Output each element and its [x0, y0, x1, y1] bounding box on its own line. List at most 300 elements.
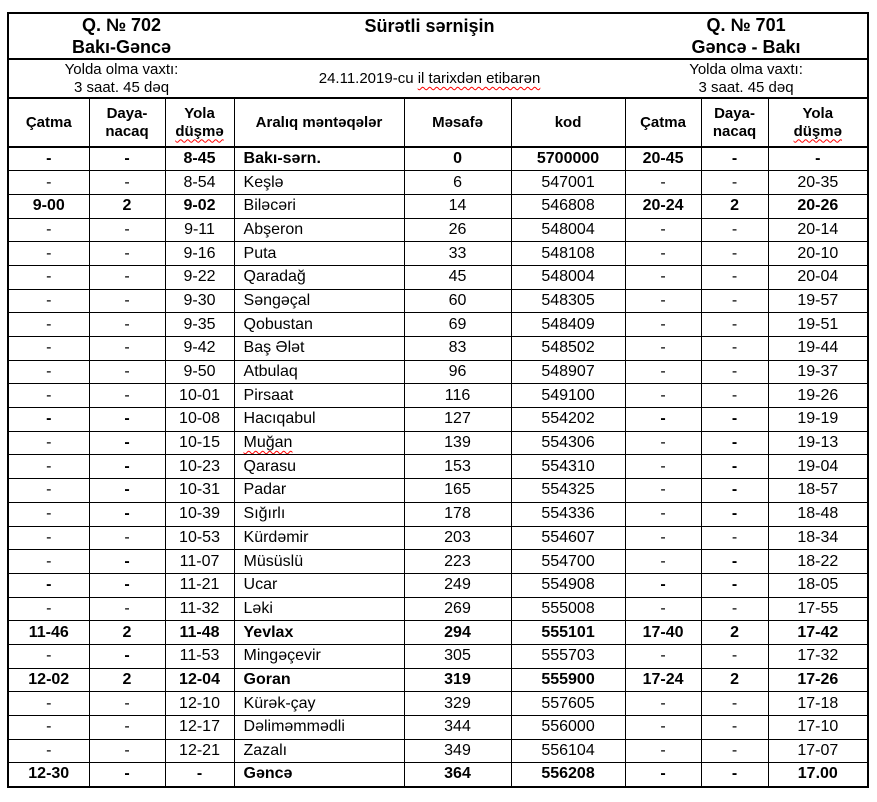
cell-station [234, 763, 404, 787]
cell-yoladusme-702-value: 11-07 [179, 552, 220, 570]
cell-station [234, 597, 404, 621]
cell-distance-value: 60 [448, 291, 467, 309]
cell-station [234, 289, 404, 313]
table-row [8, 597, 868, 621]
cell-dayanacaq-702-value: - [124, 315, 130, 333]
table-row [8, 431, 868, 455]
cell-catma-702-value: 11-46 [28, 623, 69, 641]
cell-code-value: 548409 [541, 315, 595, 333]
cell-catma-701-value: - [660, 386, 666, 404]
cell-catma-701 [625, 692, 701, 716]
cell-station-value: Keşlə [243, 173, 284, 191]
col-header-yoladusme-701-line2: düşmə [793, 122, 842, 140]
cell-catma-702 [8, 692, 89, 716]
cell-dayanacaq-701-value: - [731, 291, 738, 309]
cell-distance-value: 45 [448, 268, 467, 286]
cell-station-value: Kürdəmir [243, 528, 309, 546]
cell-catma-702 [8, 384, 89, 408]
cell-yoladusme-702 [165, 289, 234, 313]
cell-station [234, 644, 404, 668]
cell-distance [404, 763, 511, 787]
cell-distance [404, 668, 511, 692]
col-header-dayanacaq-701-line1: Daya- [714, 104, 755, 122]
travel-time-701-label: Yolda olma vaxtı: [689, 60, 803, 78]
cell-yoladusme-702 [165, 526, 234, 550]
cell-yoladusme-702-value: 9-35 [183, 315, 216, 333]
cell-yoladusme-701-value: 20-04 [797, 268, 839, 286]
cell-station-value: Muğan [243, 434, 293, 452]
cell-dayanacaq-701-value: - [731, 150, 738, 168]
cell-distance-value: 349 [444, 742, 471, 760]
cell-yoladusme-702 [165, 573, 234, 597]
cell-yoladusme-701-value: 17-07 [797, 742, 839, 760]
cell-dayanacaq-701 [701, 763, 768, 787]
cell-catma-702-value: - [46, 576, 52, 594]
cell-dayanacaq-702 [89, 218, 165, 242]
cell-catma-701 [625, 384, 701, 408]
col-header-catma-702 [8, 98, 89, 147]
cell-yoladusme-701-value: 17-10 [797, 718, 839, 736]
cell-distance-value: 364 [444, 765, 471, 783]
cell-dayanacaq-702 [89, 692, 165, 716]
travel-time-701-value: 3 saat. 45 dəq [698, 78, 794, 96]
cell-distance [404, 692, 511, 716]
cell-code [511, 550, 625, 574]
cell-code-value: 548004 [541, 220, 595, 238]
cell-yoladusme-702-value: 9-16 [183, 244, 216, 262]
cell-dayanacaq-702 [89, 644, 165, 668]
cell-yoladusme-702 [165, 218, 234, 242]
cell-station [234, 621, 404, 645]
cell-yoladusme-701 [768, 431, 868, 455]
cell-code [511, 313, 625, 337]
cell-dayanacaq-701 [701, 597, 768, 621]
cell-dayanacaq-702 [89, 573, 165, 597]
cell-dayanacaq-702 [89, 716, 165, 740]
route-701-name: Gəncə - Bakı [691, 37, 801, 57]
cell-yoladusme-702 [165, 384, 234, 408]
cell-dayanacaq-702 [89, 408, 165, 432]
cell-yoladusme-702-value: 9-42 [183, 339, 216, 357]
cell-catma-702-value: 12-02 [28, 670, 70, 688]
cell-catma-702-value: - [46, 244, 52, 262]
cell-dayanacaq-701 [701, 147, 768, 171]
cell-dayanacaq-701 [701, 621, 768, 645]
cell-catma-701-value: - [660, 599, 666, 617]
cell-dayanacaq-702-value: 2 [122, 670, 132, 688]
cell-catma-701-value: 20-45 [642, 150, 684, 168]
cell-code-value: 548305 [541, 291, 595, 309]
cell-yoladusme-702 [165, 360, 234, 384]
cell-distance-value: 83 [448, 339, 467, 357]
cell-catma-701-value: - [660, 220, 666, 238]
cell-yoladusme-701-value: 19-19 [797, 410, 839, 428]
cell-code [511, 171, 625, 195]
cell-station [234, 739, 404, 763]
cell-catma-701-value: - [660, 339, 666, 357]
cell-yoladusme-701 [768, 621, 868, 645]
cell-dayanacaq-702-value: - [124, 220, 130, 238]
cell-dayanacaq-702 [89, 194, 165, 218]
table-row [8, 242, 868, 266]
cell-catma-701-value: - [660, 505, 666, 523]
table-row [8, 716, 868, 740]
cell-distance [404, 265, 511, 289]
cell-station [234, 526, 404, 550]
cell-station-value: Baş Ələt [243, 339, 305, 357]
cell-yoladusme-701-value: 20-14 [797, 220, 839, 238]
cell-catma-701-value: - [660, 552, 666, 570]
cell-dayanacaq-702-value: 2 [122, 623, 132, 641]
cell-dayanacaq-702 [89, 360, 165, 384]
cell-station [234, 384, 404, 408]
cell-catma-702 [8, 289, 89, 313]
cell-station-value: Qobustan [243, 315, 313, 333]
cell-dayanacaq-701-value: - [731, 694, 738, 712]
cell-distance-value: 178 [444, 505, 471, 523]
cell-distance-value: 139 [444, 434, 471, 452]
cell-yoladusme-702 [165, 337, 234, 361]
travel-time-702 [8, 59, 234, 98]
cell-dayanacaq-702-value: - [124, 694, 130, 712]
cell-code-value: 557605 [541, 694, 595, 712]
cell-catma-702 [8, 739, 89, 763]
cell-station-value: Puta [243, 244, 277, 262]
cell-yoladusme-701 [768, 171, 868, 195]
cell-dayanacaq-702-value: - [124, 552, 130, 570]
cell-catma-702-value: - [46, 410, 52, 428]
cell-catma-701-value: 20-24 [642, 197, 684, 215]
cell-yoladusme-702 [165, 455, 234, 479]
cell-dayanacaq-702-value: - [124, 291, 130, 309]
cell-dayanacaq-701 [701, 692, 768, 716]
effective-date-prefix: 24.11.2019-cu [318, 70, 418, 87]
table-row [8, 147, 868, 171]
cell-station-value: Bakı-sərn. [243, 150, 321, 168]
cell-yoladusme-701 [768, 313, 868, 337]
cell-code [511, 644, 625, 668]
cell-station [234, 716, 404, 740]
cell-catma-702 [8, 360, 89, 384]
cell-distance-value: 269 [444, 599, 471, 617]
cell-dayanacaq-701 [701, 455, 768, 479]
cell-code [511, 716, 625, 740]
cell-yoladusme-701 [768, 384, 868, 408]
cell-distance [404, 313, 511, 337]
cell-station-value: Hacıqabul [243, 410, 316, 428]
cell-yoladusme-702 [165, 313, 234, 337]
col-header-dayanacaq-702 [89, 98, 165, 147]
cell-distance [404, 384, 511, 408]
cell-yoladusme-701-value: 20-35 [797, 173, 839, 191]
cell-catma-702 [8, 550, 89, 574]
cell-yoladusme-701 [768, 242, 868, 266]
cell-yoladusme-701 [768, 668, 868, 692]
cell-dayanacaq-702 [89, 265, 165, 289]
cell-catma-702 [8, 763, 89, 787]
cell-yoladusme-702 [165, 194, 234, 218]
cell-code [511, 265, 625, 289]
cell-yoladusme-701 [768, 194, 868, 218]
cell-distance [404, 644, 511, 668]
cell-distance-value: 305 [444, 647, 471, 665]
cell-yoladusme-702-value: 10-53 [179, 528, 220, 546]
cell-catma-701-value: - [660, 647, 666, 665]
cell-station-value: Səngəçal [243, 291, 311, 309]
cell-catma-702 [8, 218, 89, 242]
cell-dayanacaq-701 [701, 739, 768, 763]
cell-station [234, 502, 404, 526]
cell-yoladusme-702 [165, 502, 234, 526]
cell-dayanacaq-702-value: - [124, 386, 130, 404]
cell-catma-702 [8, 573, 89, 597]
cell-distance-value: 26 [448, 220, 467, 238]
col-header-station [234, 98, 404, 147]
cell-code [511, 668, 625, 692]
document-title-cell [234, 13, 625, 59]
col-header-dayanacaq-701 [701, 98, 768, 147]
cell-catma-702 [8, 431, 89, 455]
cell-yoladusme-701-value: 17-18 [797, 694, 839, 712]
cell-catma-702 [8, 716, 89, 740]
cell-catma-702-value: - [46, 268, 52, 286]
cell-station [234, 194, 404, 218]
cell-distance [404, 597, 511, 621]
table-row [8, 360, 868, 384]
cell-yoladusme-701 [768, 692, 868, 716]
cell-distance [404, 337, 511, 361]
cell-dayanacaq-702-value: - [124, 434, 130, 452]
cell-dayanacaq-701-value: - [731, 718, 738, 736]
cell-catma-701 [625, 147, 701, 171]
cell-dayanacaq-702 [89, 550, 165, 574]
cell-catma-701 [625, 455, 701, 479]
cell-station-value: Ucar [243, 576, 278, 594]
cell-station-value: Qarasu [243, 457, 296, 475]
col-header-yoladusme-701 [768, 98, 868, 147]
cell-catma-702-value: - [46, 220, 52, 238]
cell-catma-701-value: - [660, 718, 666, 736]
cell-station [234, 455, 404, 479]
cell-code-value: 548004 [541, 268, 595, 286]
col-header-station-line1: Aralıq məntəqələr [255, 113, 383, 131]
cell-catma-702 [8, 313, 89, 337]
cell-catma-701-value: 17-40 [642, 623, 684, 641]
cell-dayanacaq-702-value: - [124, 244, 130, 262]
cell-catma-701 [625, 763, 701, 787]
col-header-dayanacaq-702-line1: Daya- [106, 104, 148, 122]
cell-catma-702-value: - [46, 481, 52, 499]
cell-distance-value: 33 [448, 244, 467, 262]
cell-distance [404, 218, 511, 242]
cell-dayanacaq-702-value: 2 [122, 197, 132, 215]
cell-catma-702 [8, 644, 89, 668]
col-header-code [511, 98, 625, 147]
cell-yoladusme-701 [768, 763, 868, 787]
cell-yoladusme-702-value: 9-02 [183, 197, 216, 215]
page-title: Sürətli sərnişin [364, 16, 495, 36]
cell-catma-701 [625, 360, 701, 384]
cell-code-value: 548108 [541, 244, 595, 262]
cell-catma-701 [625, 621, 701, 645]
table-row [8, 668, 868, 692]
cell-yoladusme-702 [165, 621, 234, 645]
cell-dayanacaq-702-value: - [124, 339, 130, 357]
cell-dayanacaq-702-value: - [124, 647, 130, 665]
cell-catma-702-value: 12-30 [28, 765, 70, 783]
cell-dayanacaq-702 [89, 171, 165, 195]
cell-yoladusme-701 [768, 526, 868, 550]
cell-code [511, 597, 625, 621]
cell-catma-702 [8, 242, 89, 266]
col-header-dayanacaq-701-line2: nacaq [712, 122, 757, 140]
cell-yoladusme-702 [165, 692, 234, 716]
cell-yoladusme-701-value: 19-26 [797, 386, 839, 404]
cell-dayanacaq-701-value: - [731, 505, 738, 523]
cell-dayanacaq-702 [89, 242, 165, 266]
cell-yoladusme-701 [768, 550, 868, 574]
cell-yoladusme-702-value: 12-21 [179, 742, 220, 760]
cell-catma-701-value: - [660, 268, 666, 286]
cell-distance-value: 223 [444, 552, 471, 570]
col-header-yoladusme-702-line1: Yola [184, 104, 215, 122]
route-header-row [8, 13, 868, 59]
cell-station [234, 313, 404, 337]
cell-code [511, 289, 625, 313]
cell-code [511, 194, 625, 218]
cell-catma-701-value: - [660, 694, 666, 712]
cell-dayanacaq-702 [89, 147, 165, 171]
cell-catma-702-value: - [46, 505, 52, 523]
cell-yoladusme-701 [768, 479, 868, 503]
travel-time-701 [625, 59, 868, 98]
cell-dayanacaq-701-value: - [731, 220, 738, 238]
cell-station [234, 573, 404, 597]
cell-catma-702-value: - [46, 363, 52, 381]
cell-catma-701 [625, 479, 701, 503]
cell-dayanacaq-701-value: - [731, 339, 738, 357]
cell-yoladusme-702 [165, 242, 234, 266]
cell-dayanacaq-701 [701, 502, 768, 526]
col-header-distance [404, 98, 511, 147]
cell-catma-701 [625, 337, 701, 361]
cell-dayanacaq-701-value: - [731, 647, 738, 665]
cell-yoladusme-702-value: 11-48 [179, 623, 220, 641]
cell-dayanacaq-702-value: - [124, 576, 130, 594]
cell-dayanacaq-701-value: 2 [730, 197, 739, 215]
cell-yoladusme-702-value: 10-23 [179, 457, 220, 475]
cell-code [511, 479, 625, 503]
cell-yoladusme-701-value: 19-37 [797, 363, 839, 381]
cell-code-value: 554202 [541, 410, 595, 428]
cell-distance [404, 739, 511, 763]
cell-yoladusme-702 [165, 739, 234, 763]
cell-catma-702 [8, 668, 89, 692]
cell-yoladusme-702-value: 10-15 [179, 434, 220, 452]
cell-dayanacaq-702 [89, 621, 165, 645]
cell-yoladusme-701 [768, 147, 868, 171]
timetable-body [8, 147, 868, 787]
cell-code-value: 554336 [541, 505, 595, 523]
cell-yoladusme-701 [768, 360, 868, 384]
cell-yoladusme-701-value: 19-04 [797, 457, 839, 475]
cell-yoladusme-701-value: 18-57 [797, 481, 839, 499]
col-header-catma-701-line1: Çatma [640, 113, 686, 131]
cell-dayanacaq-701 [701, 526, 768, 550]
cell-dayanacaq-701-value: - [731, 481, 738, 499]
cell-distance-value: 165 [444, 481, 471, 499]
cell-code-value: 548907 [541, 363, 595, 381]
cell-yoladusme-702 [165, 716, 234, 740]
table-row [8, 573, 868, 597]
cell-catma-701-value: - [660, 315, 666, 333]
cell-code-value: 554908 [541, 576, 595, 594]
cell-code-value: 556208 [541, 765, 595, 783]
cell-catma-701-value: - [660, 481, 666, 499]
cell-dayanacaq-702 [89, 597, 165, 621]
cell-station-value: Yevlax [243, 623, 294, 641]
table-row [8, 384, 868, 408]
cell-code [511, 408, 625, 432]
cell-dayanacaq-701 [701, 479, 768, 503]
cell-distance [404, 716, 511, 740]
cell-code [511, 621, 625, 645]
cell-code [511, 431, 625, 455]
table-row [8, 408, 868, 432]
cell-distance-value: 294 [444, 623, 471, 641]
cell-dayanacaq-701 [701, 408, 768, 432]
cell-catma-701-value: - [660, 742, 666, 760]
cell-distance-value: 14 [448, 197, 467, 215]
table-row [8, 479, 868, 503]
cell-dayanacaq-702-value: - [124, 765, 130, 783]
cell-distance [404, 194, 511, 218]
cell-yoladusme-701-value: - [815, 150, 821, 168]
cell-yoladusme-701 [768, 597, 868, 621]
table-row [8, 194, 868, 218]
cell-dayanacaq-701 [701, 289, 768, 313]
cell-code-value: 5700000 [536, 150, 600, 168]
cell-catma-702 [8, 337, 89, 361]
cell-catma-702-value: - [46, 457, 52, 475]
cell-dayanacaq-701-value: - [731, 434, 738, 452]
cell-dayanacaq-701-value: - [731, 268, 738, 286]
cell-code [511, 502, 625, 526]
cell-catma-701 [625, 644, 701, 668]
cell-dayanacaq-702-value: - [124, 505, 130, 523]
cell-yoladusme-702 [165, 408, 234, 432]
cell-dayanacaq-701-value: - [731, 552, 738, 570]
cell-yoladusme-702 [165, 147, 234, 171]
cell-yoladusme-701-value: 20-10 [797, 244, 839, 262]
cell-yoladusme-701-value: 18-22 [797, 552, 839, 570]
cell-yoladusme-702-value: 12-04 [179, 670, 220, 688]
cell-catma-701 [625, 171, 701, 195]
cell-distance-value: 203 [444, 528, 471, 546]
cell-yoladusme-701-value: 19-44 [797, 339, 839, 357]
cell-distance-value: 153 [444, 457, 471, 475]
cell-station-value: Zazalı [243, 742, 288, 760]
cell-distance-value: 127 [444, 410, 471, 428]
cell-yoladusme-702-value: 10-01 [179, 386, 220, 404]
cell-catma-702-value: 9-00 [32, 197, 65, 215]
cell-code-value: 554306 [541, 434, 595, 452]
cell-code [511, 526, 625, 550]
cell-code [511, 384, 625, 408]
cell-catma-702-value: - [46, 291, 52, 309]
cell-yoladusme-701-value: 17.00 [797, 765, 838, 783]
cell-yoladusme-702-value: 10-08 [179, 410, 220, 428]
